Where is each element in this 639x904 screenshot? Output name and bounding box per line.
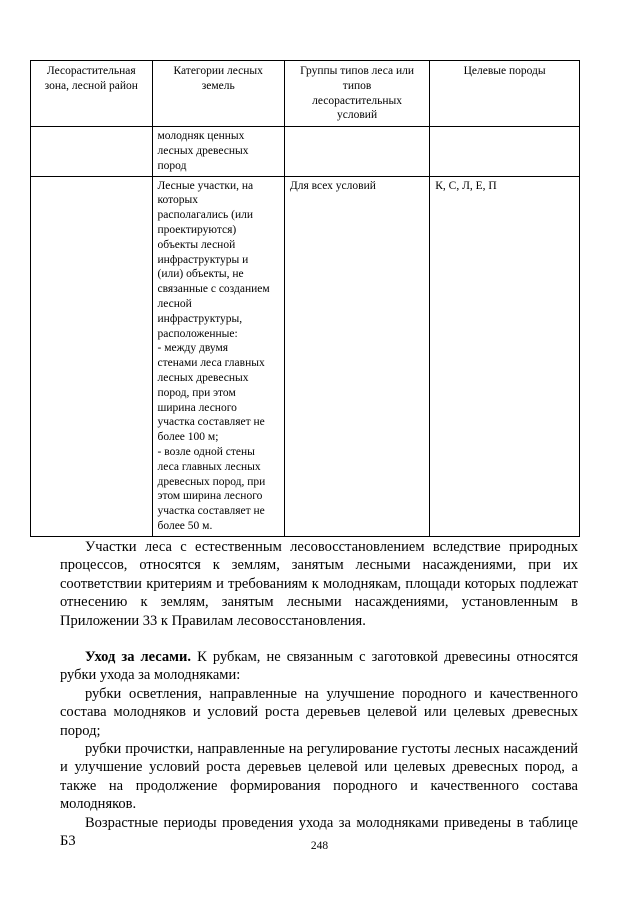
table-row: [31, 176, 580, 536]
page-number: 248: [310, 840, 329, 852]
table-cell: [31, 127, 153, 176]
table-cell: Для всех условий: [284, 176, 429, 536]
table-header-row: [31, 61, 580, 127]
header-forest-type-groups: Группы типов леса или типов лесорастительных условий: [284, 61, 429, 127]
paragraph-thinning-cuttings: рубки прочистки, направленные на регулирование густоты лесных насаждений и улучшение условий роста деревьев целевой или целевых древесных пород, а также на продолжение формирования породного и качественного состава молодняков.: [60, 741, 578, 813]
table-cell: Лесные участки, на которых располагались (или проектируются) объекты лесной инфраструктуры и (или) объекты, не связанные с созданием лесной инфраструктуры, расположенные: - между двумя стенами леса главных лесных древесных пород, при этом ширина лесного участка составляет не более 100 м; - возле одной стены леса главных лесных древесных пород, при этом ширина лесного участка составляет не более 50 м.: [152, 176, 284, 536]
paragraph-clearing-cuttings: рубки осветления, направленные на улучшение породного и качественного состава молодняков и условий роста деревьев целевой или целевых древесных пород;: [60, 685, 578, 739]
forest-species-table: [30, 60, 580, 537]
paragraph-age-periods: Возрастные периоды проведения ухода за молодняками приведены в таблице Б3: [60, 814, 578, 850]
table-cell: [430, 127, 580, 176]
header-target-species: Целевые породы: [430, 61, 580, 127]
table-cell: молодняк ценных лесных древесных пород: [152, 127, 284, 176]
forest-care-intro: К рубкам, не связанным с заготовкой древесины относятся рубки ухода за молодняками:: [60, 649, 578, 684]
header-forest-zone: Лесорастительная зона, лесной район: [31, 61, 153, 127]
body-text: [60, 538, 578, 851]
paragraph-forest-care: [60, 648, 578, 685]
forest-care-heading: Уход за лесами.: [85, 649, 192, 666]
header-land-category: Категории лесных земель: [152, 61, 284, 127]
table-cell: К, С, Л, Е, П: [430, 176, 580, 536]
paragraph-natural-regeneration: Участки леса с естественным лесовосстановлением вследствие природных процессов, относятся к землям, занятым лесными насаждениями, при их соответствии критериям и требованиям к молоднякам, площади которых подлежат отнесению к землям, занятым лесными насаждениями, установленным в Приложении 33 к Правилам лесовосстановления.: [60, 539, 578, 629]
table-cell: [31, 176, 153, 536]
table-row: [31, 127, 580, 176]
table-cell: [284, 127, 429, 176]
